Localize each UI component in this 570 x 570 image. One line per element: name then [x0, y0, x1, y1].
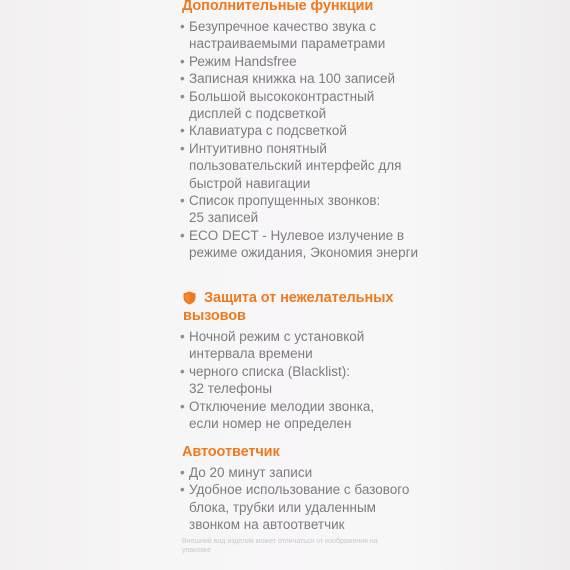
- section-answering-machine: [182, 443, 422, 534]
- list-item: • Отключение мелодии звонка,: [182, 398, 422, 415]
- answering-list: [182, 464, 422, 534]
- list-item: • Записная книжка на 100 записей: [182, 70, 422, 87]
- footnote: Внешний вид изделия может отличаться от изображения на упаковке: [182, 538, 378, 554]
- section-heading: Автоответчик: [182, 444, 280, 460]
- feature-list: [182, 18, 422, 262]
- list-item: • Интуитивно понятный: [182, 140, 422, 157]
- list-item-cont: режиме ожидания, Экономия энерги: [189, 245, 419, 261]
- list-item-cont: звонком на автоответчик: [189, 517, 345, 533]
- list-item: • Клавиатура с подсветкой: [182, 122, 422, 139]
- list-item: • Ночной режим с установкой: [182, 328, 422, 345]
- list-item: • Режим Handsfree: [182, 53, 422, 70]
- list-item-cont: 25 записей: [189, 210, 259, 226]
- list-item-cont: пользовательский интерфейс для: [189, 158, 402, 174]
- section-heading: Дополнительные функции: [182, 0, 374, 14]
- list-item: • До 20 минут записи: [182, 464, 422, 481]
- list-item-cont: настраиваемыми параметрами: [189, 36, 386, 52]
- list-item: • ECO DECT - Нулевое излучение в: [182, 227, 422, 244]
- list-item: • Удобное использование с базового: [182, 481, 422, 498]
- list-item: • Список пропущенных звонков:: [182, 192, 422, 209]
- list-item-cont: 32 телефоны: [189, 381, 273, 397]
- section-heading-row: [182, 289, 422, 325]
- shield-icon: [183, 291, 196, 305]
- list-item-cont: быстрой навигации: [189, 175, 311, 191]
- list-item: • черного списка (Blacklist):: [182, 363, 422, 380]
- protection-list: [182, 328, 422, 432]
- list-item-cont: интервала времени: [189, 346, 313, 362]
- list-item: • Большой высококонтрастный: [182, 88, 422, 105]
- section-additional-features: [182, 0, 422, 262]
- list-item-cont: дисплей с подсветкой: [189, 106, 327, 122]
- section-call-protection: [182, 289, 422, 432]
- list-item: • Безупречное качество звука с: [182, 18, 422, 35]
- list-item-cont: если номер не определен: [189, 416, 352, 432]
- list-item-cont: блока, трубки или удаленным: [189, 499, 376, 515]
- section-heading: Защита от нежелательных вызовов: [183, 290, 394, 324]
